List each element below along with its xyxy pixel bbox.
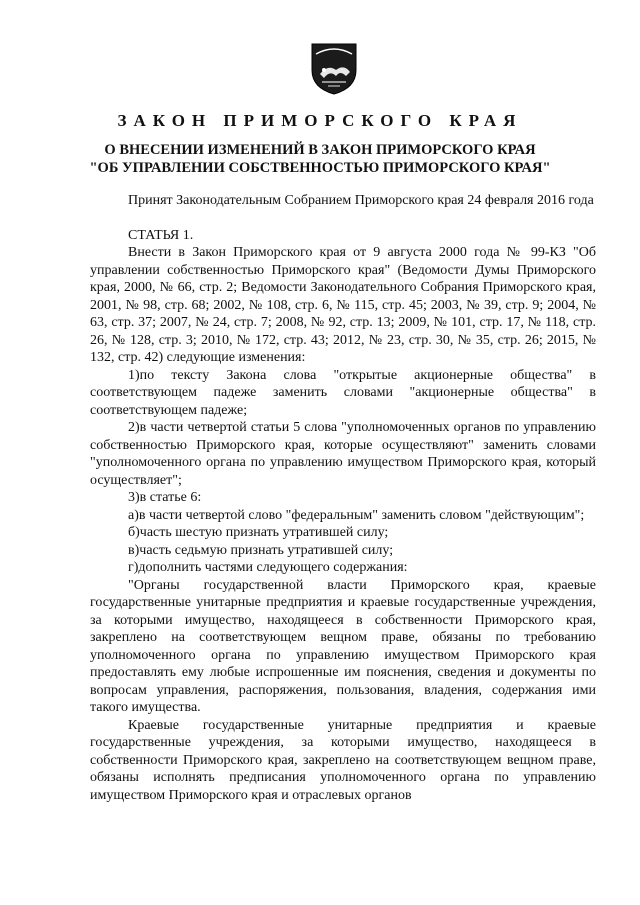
- coat-of-arms-icon: [306, 40, 362, 96]
- amendment-item-3a: а)в части четвертой слово "федеральным" заменить словом "действующим";: [128, 507, 585, 523]
- article-heading: СТАТЬЯ 1.: [128, 227, 194, 243]
- law-subtitle-line1: О ВНЕСЕНИИ ИЗМЕНЕНИЙ В ЗАКОН ПРИМОРСКОГО КРАЯ: [104, 142, 536, 158]
- amendment-item-3c: в)часть седьмую признать утратившей силу;: [128, 542, 394, 558]
- amendment-item-1: 1)по тексту Закона слова "открытые акционерные общества" в соответствующем падеже заменить словами "акционерные общества" в соответствующем падеже;: [90, 367, 596, 418]
- quoted-paragraph-1: "Органы государственной власти Приморского края, краевые государственные унитарные предприятия и краевые государственные учреждения, за которыми имущество, находящееся в собственности Приморского края, закреплено на соответствующем вещном праве, обязаны по требованию уполномоченного органа по управлению имуществом Приморского края предоставлять ему любые испрошенные им пояснения, сведения и документы по вопросам управления, распоряжения, пользования, владения, содержания ими такого имущества.: [90, 577, 596, 715]
- article-intro-paragraph: Внести в Закон Приморского края от 9 августа 2000 года № 99-КЗ "Об управлении собственностью Приморского края" (Ведомости Думы Приморского края, 2000, № 66, стр. 2; Ведомости Законодательного Собрания Приморского края, 2001, № 98, стр. 68; 2002, № 108, стр. 6, № 115, стр. 45; 2003, № 39, стр. 9; 2004, № 63, стр. 37; 2007, № 24, стр. 7; 2008, № 92, стр. 13; 2009, № 101, стр. 17, № 118, стр. 26, № 128, стр. 3; 2010, № 172, стр. 43; 2012, № 23, стр. 30, № 35, стр. 26; 2015, № 132, стр. 42) следующие изменения:: [90, 245, 596, 365]
- law-subtitle-line2: "ОБ УПРАВЛЕНИИ СОБСТВЕННОСТЬЮ ПРИМОРСКОГО КРАЯ": [89, 160, 551, 176]
- amendment-item-3b: б)часть шестую признать утратившей силу;: [128, 525, 389, 540]
- amendment-item-3d: г)дополнить частями следующего содержания:: [128, 560, 408, 575]
- quoted-paragraph-2: Краевые государственные унитарные предприятия и краевые государственные учреждения, за которыми имущество, находящееся в собственности Приморского края, закреплено на соответствующем вещном праве, обязаны исполнять предписания уполномоченного органа по управлению имуществом Приморского края и отраслевых органов: [90, 717, 596, 803]
- law-title: ЗАКОН ПРИМОРСКОГО КРАЯ: [117, 111, 523, 130]
- document-body: [90, 192, 596, 804]
- adoption-note: Принят Законодательным Собранием Приморского края 24 февраля 2016 года: [128, 193, 594, 208]
- amendment-item-2: 2)в части четвертой статьи 5 слова "уполномоченных органов по управлению собственностью Приморского края, которые осуществляют" заменить словами "уполномоченного органа по управлению имуществом Приморского края, который осуществляет";: [90, 420, 596, 488]
- amendment-item-3: 3)в статье 6:: [128, 490, 202, 505]
